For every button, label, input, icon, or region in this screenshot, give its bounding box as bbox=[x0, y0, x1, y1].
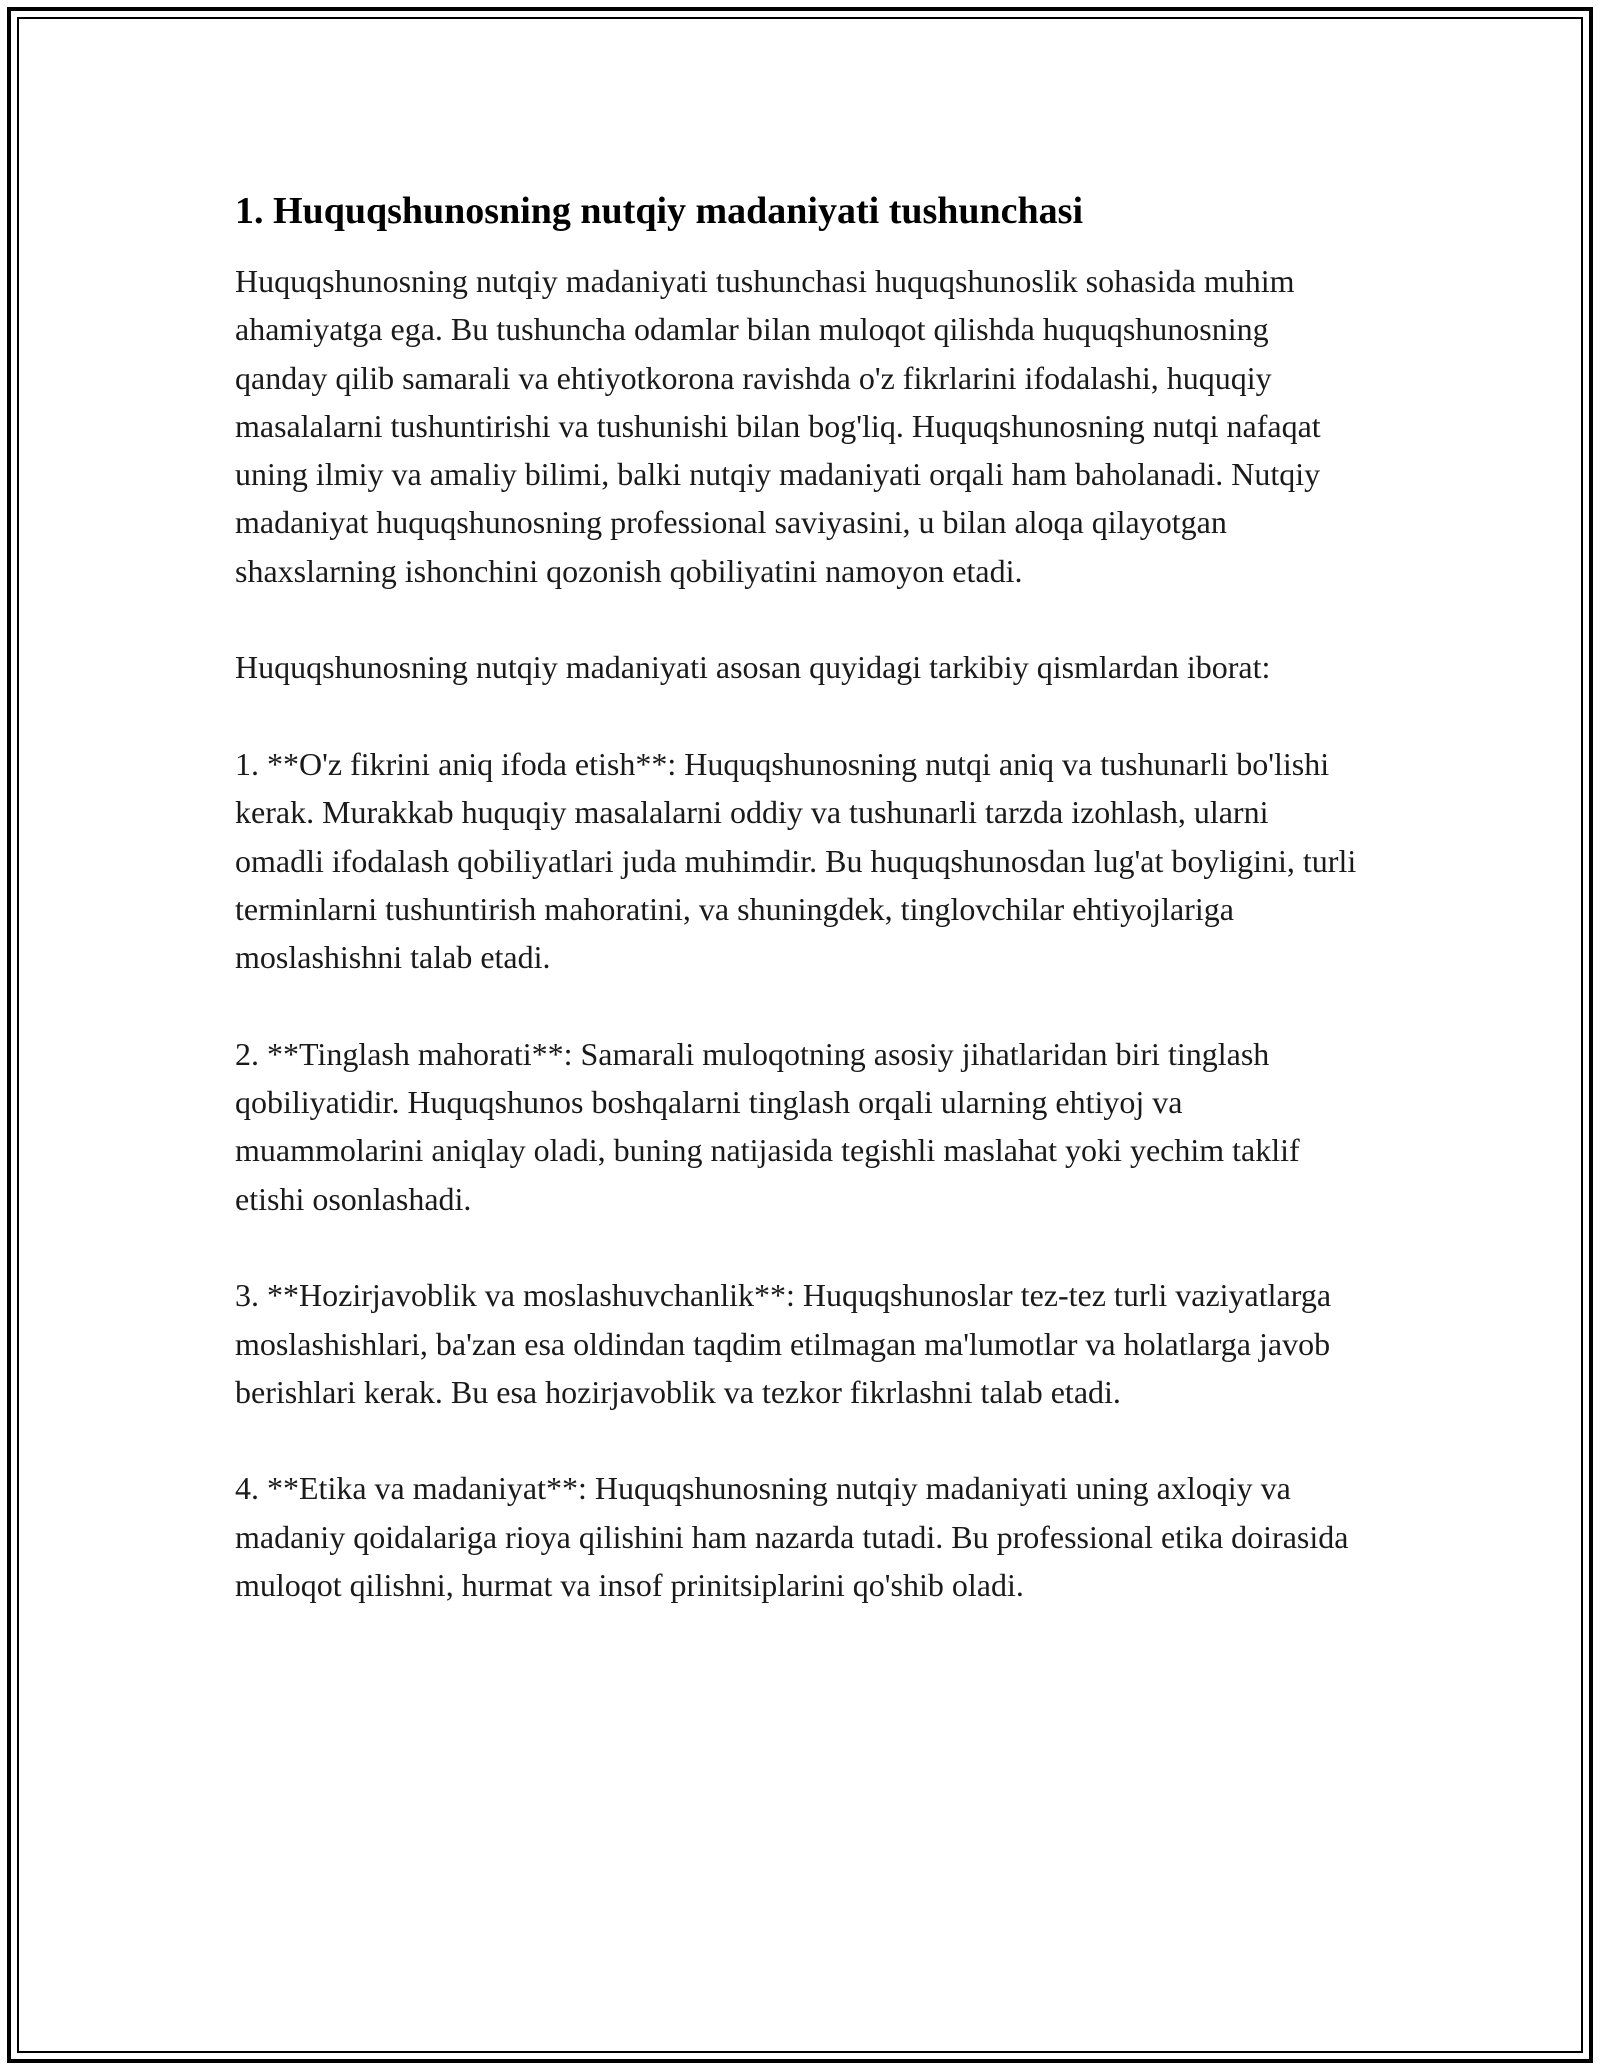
section-heading: 1. Huquqshunosning nutqiy madaniyati tushunchasi bbox=[235, 190, 1084, 232]
list-item-adaptability: 3. **Hozirjavoblik va moslashuvchanlik**: Huquqshunoslar tez-tez turli vaziyatlarga moslashishlari, ba'zan esa oldindan taqdim etilmagan ma'lumotlar va holatlarga javob berishlari kerak. Bu esa hozirjavoblik va tezkor fikrlashni talab etadi. bbox=[235, 1277, 1332, 1410]
list-item-clarity: 1. **O'z fikrini aniq ifoda etish**: Huquqshunosning nutqi aniq va tushunarli bo'lishi kerak. Murakkab huquqiy masalalarni oddiy va tushunarli tarzda izohlash, ularni omadli ifodalash qobiliyatlari juda muhimdir. Bu huquqshunosdan lug'at boyligini, turli terminlarni tushuntirish mahoratini, va shuningdek, tinglovchilar ehtiyojlariga moslashishni talab etadi. bbox=[235, 745, 1357, 976]
document-body bbox=[235, 185, 1365, 1609]
components-lead-paragraph: Huquqshunosning nutqiy madaniyati asosan quyidagi tarkibiy qismlardan iborat: bbox=[235, 649, 1271, 686]
intro-paragraph: Huquqshunosning nutqiy madaniyati tushunchasi huquqshunoslik sohasida muhim ahamiyatga ega. Bu tushuncha odamlar bilan muloqot qilishda huquqshunosning qanday qilib samarali va ehtiyotkorona ravishda o'z fikrlarini ifodalashi, huquqiy masalalarni tushuntirishi va tushunishi bilan bog'liq. Huquqshunosning nutqi nafaqat uning ilmiy va amaliy bilimi, balki nutqiy madaniyati orqali ham baholanadi. Nutqiy madaniyat huquqshunosning professional saviyasini, u bilan aloqa qilayotgan shaxslarning ishonchini qozonish qobiliyatini namoyon etadi. bbox=[235, 263, 1321, 589]
list-item-listening: 2. **Tinglash mahorati**: Samarali muloqotning asosiy jihatlaridan biri tinglash qobiliyatidir. Huquqshunos boshqalarni tinglash orqali ularning ehtiyoj va muammolarini aniqlay oladi, buning natijasida tegishli maslahat yoki yechim taklif etishi osonlashadi. bbox=[235, 1035, 1300, 1217]
list-item-ethics: 4. **Etika va madaniyat**: Huquqshunosning nutqiy madaniyati uning axloqiy va madaniy qoidalariga rioya qilishini ham nazarda tutadi. Bu professional etika doirasida muloqot qilishni, hurmat va insof prinitsiplarini qo'shib oladi. bbox=[235, 1470, 1349, 1604]
